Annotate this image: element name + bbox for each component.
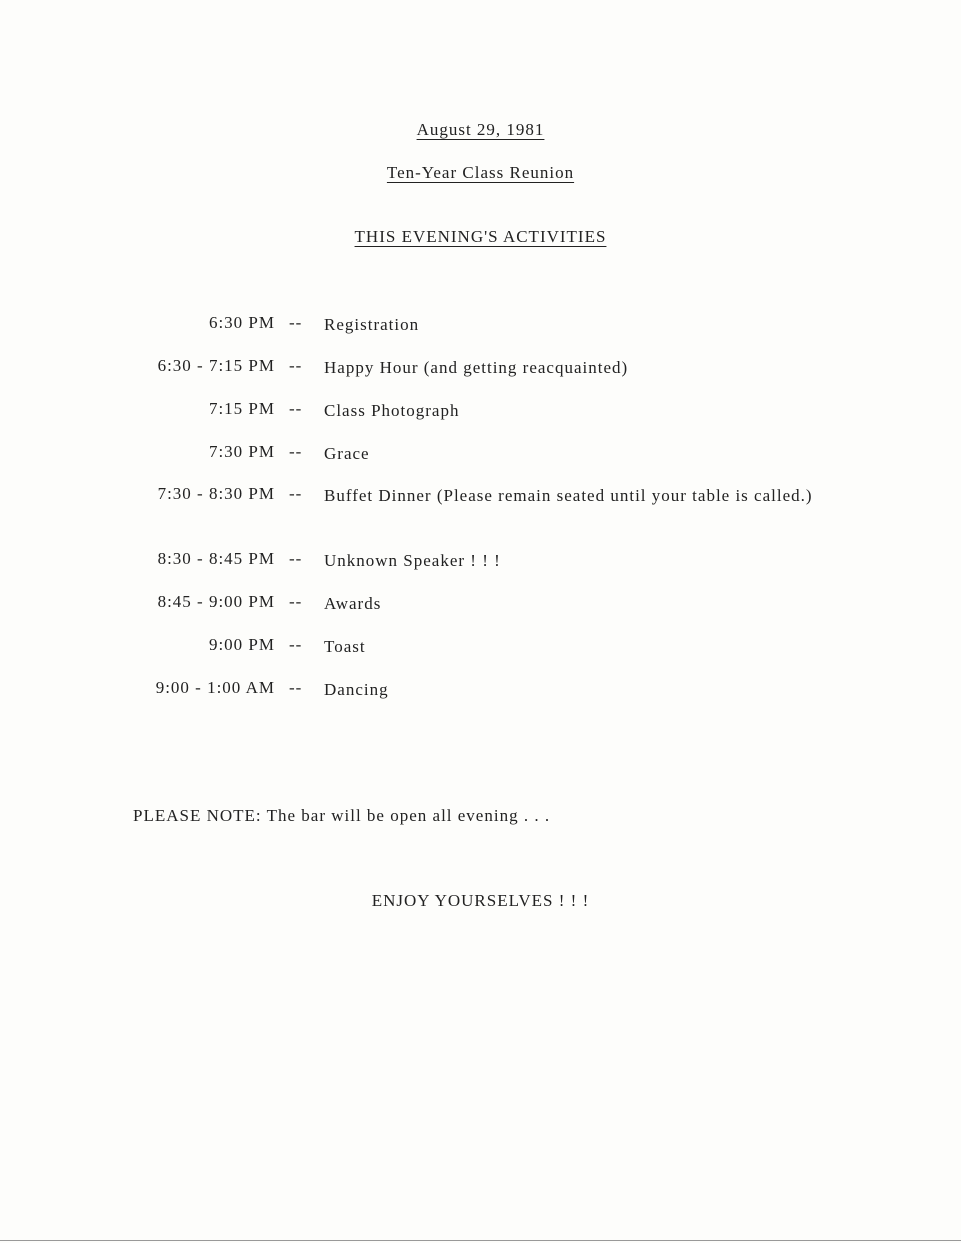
schedule-separator: -- [289, 592, 303, 611]
schedule-activity: Happy Hour (and getting reacquainted) [324, 358, 629, 377]
note-label: PLEASE NOTE: [133, 806, 262, 825]
event-heading [0, 163, 961, 183]
schedule-separator: -- [289, 442, 303, 461]
schedule-activity: Dancing [324, 680, 389, 699]
date-text: August 29, 1981 [416, 120, 545, 139]
schedule-activity: Unknown Speaker ! ! ! [324, 551, 501, 570]
schedule-time: 8:30 - 8:45 PM [157, 549, 275, 568]
schedule-separator: -- [289, 356, 303, 375]
schedule-separator: -- [289, 313, 303, 332]
schedule-time: 7:30 - 8:30 PM [157, 484, 275, 503]
event-title: Ten-Year Class Reunion [386, 163, 575, 182]
note-text: The bar will be open all evening . . . [266, 806, 551, 825]
schedule-separator: -- [289, 635, 303, 654]
please-note [133, 806, 550, 826]
schedule-time: 7:30 PM [208, 442, 275, 461]
schedule-time: 9:00 - 1:00 AM [155, 678, 275, 697]
schedule-activity: Class Photograph [324, 401, 460, 420]
activities-heading [0, 227, 961, 247]
date-heading [0, 120, 961, 140]
schedule-time: 6:30 PM [208, 313, 275, 332]
schedule-activity: Toast [324, 637, 366, 656]
page-edge-line [0, 1240, 961, 1241]
schedule-activity: Buffet Dinner (Please remain seated until your table is called.) [324, 486, 813, 505]
schedule-time: 6:30 - 7:15 PM [157, 356, 275, 375]
schedule-time: 9:00 PM [208, 635, 275, 654]
schedule-time: 8:45 - 9:00 PM [157, 592, 275, 611]
schedule-activity: Registration [324, 315, 420, 334]
schedule-separator: -- [289, 399, 303, 418]
schedule-time: 7:15 PM [208, 399, 275, 418]
schedule-separator: -- [289, 678, 303, 697]
schedule-separator: -- [289, 484, 303, 503]
section-title: THIS EVENING'S ACTIVITIES [354, 227, 607, 246]
schedule-activity: Grace [324, 444, 370, 463]
closing-line: ENJOY YOURSELVES ! ! ! [371, 891, 590, 910]
schedule-separator: -- [289, 549, 303, 568]
schedule-activity: Awards [324, 594, 382, 613]
